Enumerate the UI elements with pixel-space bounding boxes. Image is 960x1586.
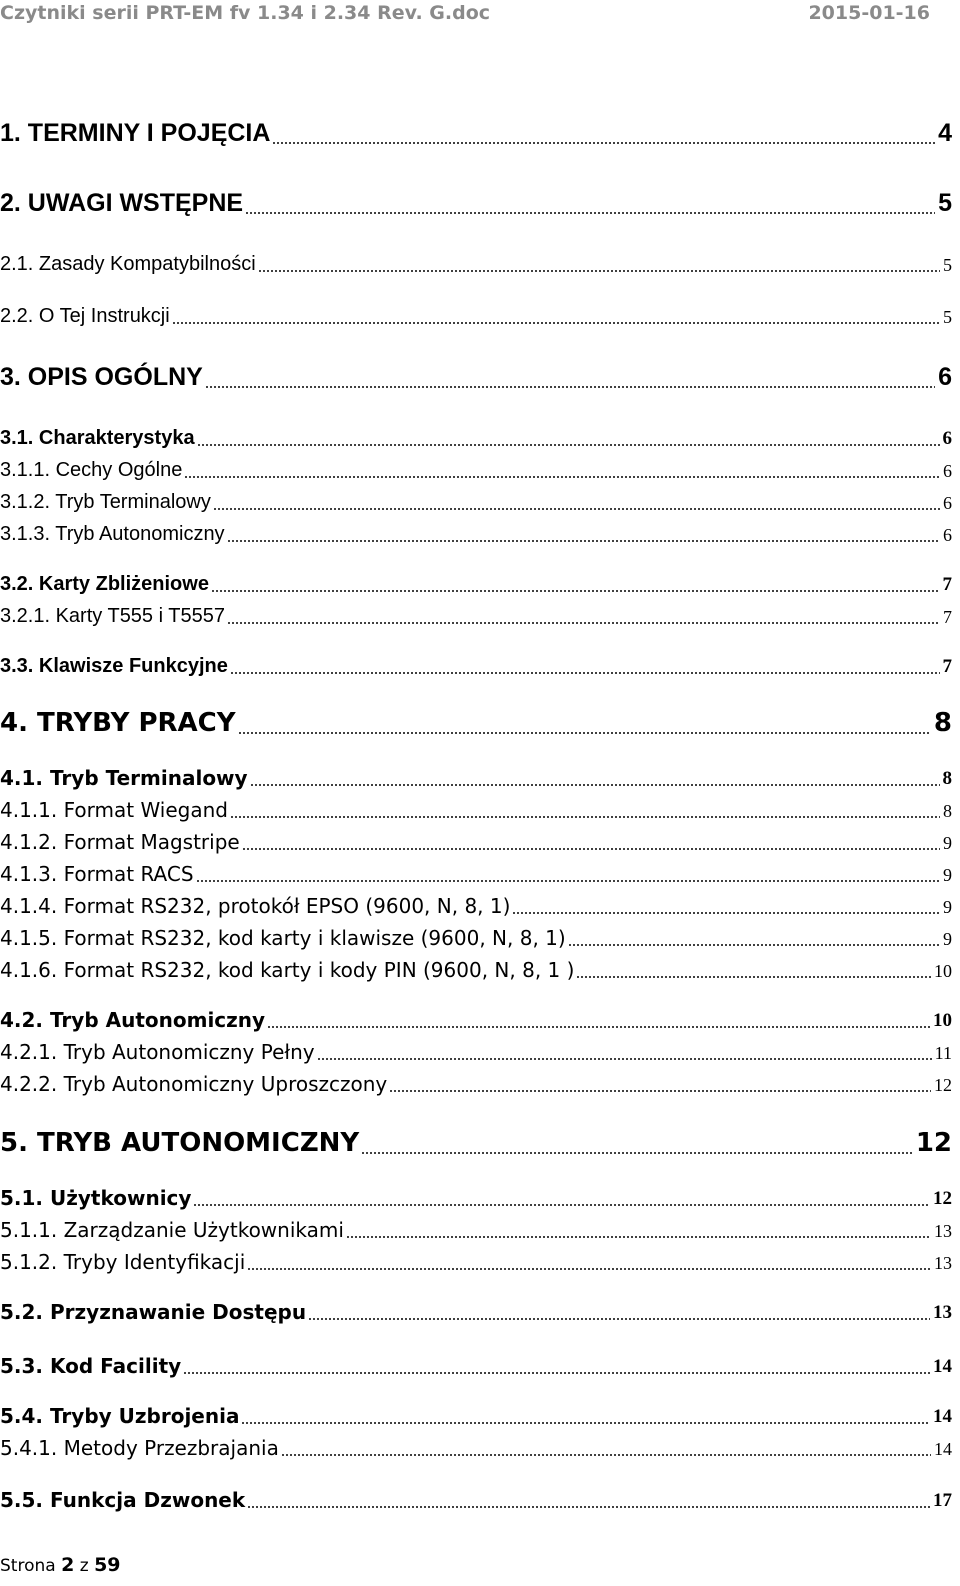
toc-entry[interactable] [0, 1034, 952, 1064]
toc-entry-page: 5 [938, 189, 952, 217]
toc-entry-title: 5.3. Kod Facility [0, 1354, 182, 1378]
toc-entry-page: 6 [943, 461, 952, 481]
document-date: 2015-01-16 [808, 2, 930, 24]
dot-leader [227, 540, 940, 542]
dot-leader [211, 590, 940, 592]
toc-entry-title: 4.1.6. Format RS232, kod karty i kody PIN (9600, N, 8, 1 ) [0, 958, 575, 982]
toc-entry-page: 8 [933, 708, 952, 738]
footer-total-pages: 59 [94, 1554, 121, 1576]
toc-entry-page: 13 [933, 1302, 952, 1323]
toc-entry[interactable] [0, 1430, 952, 1460]
toc-entry-title: 3.1.2. Tryb Terminalowy [0, 491, 211, 513]
toc-entry-title: 3.3. Klawisze Funkcyjne [0, 655, 228, 677]
dot-leader [183, 1372, 930, 1374]
toc-entry[interactable] [0, 1122, 952, 1158]
toc-entry-title: 5.5. Funkcja Dzwonek [0, 1488, 246, 1512]
toc-entry-title: 2.1. Zasady Kompatybilności [0, 253, 256, 275]
dot-leader [308, 1318, 930, 1320]
toc-entry[interactable] [0, 246, 952, 276]
dot-leader [267, 1026, 930, 1028]
toc-entry[interactable] [0, 452, 952, 482]
dot-leader [247, 1506, 930, 1508]
toc-entry[interactable] [0, 1244, 952, 1274]
toc-entry-page: 6 [938, 363, 952, 391]
toc-entry[interactable] [0, 792, 952, 822]
dot-leader [317, 1058, 932, 1060]
toc-entry[interactable] [0, 1002, 952, 1032]
toc-entry[interactable] [0, 484, 952, 514]
toc-entry-page: 9 [943, 865, 952, 885]
toc-entry-title: 2. UWAGI WSTĘPNE [0, 189, 244, 217]
toc-entry[interactable] [0, 182, 952, 218]
toc-entry[interactable] [0, 888, 952, 918]
dot-leader [247, 1268, 931, 1270]
dot-leader [230, 816, 940, 818]
toc-entry-title: 3.2.1. Karty T555 i T5557 [0, 605, 225, 627]
toc-entry-title: 5.2. Przyznawanie Dostępu [0, 1300, 307, 1324]
toc-entry-page: 7 [942, 656, 952, 677]
toc-entry[interactable] [0, 648, 952, 678]
dot-leader [361, 1152, 913, 1154]
toc-entry-title: 4.2.2. Tryb Autonomiczny Uproszczony [0, 1072, 388, 1096]
dot-leader [250, 784, 940, 786]
dot-leader [213, 508, 940, 510]
toc-entry-title: 4.2. Tryb Autonomiczny [0, 1008, 266, 1032]
toc-entry-page: 6 [943, 525, 952, 545]
toc-entry-page: 14 [934, 1439, 952, 1459]
dot-leader [568, 944, 940, 946]
dot-leader [205, 386, 935, 388]
toc-entry-page: 9 [943, 833, 952, 853]
toc-entry[interactable] [0, 702, 952, 738]
page-footer [0, 1554, 121, 1576]
toc-entry-title: 4. TRYBY PRACY [0, 708, 236, 738]
toc-entry-page: 7 [942, 574, 952, 595]
dot-leader [272, 142, 935, 144]
dot-leader [576, 976, 931, 978]
page-header [0, 0, 960, 30]
toc-entry-page: 4 [938, 119, 952, 147]
toc-entry-page: 13 [934, 1221, 952, 1241]
toc-entry-page: 9 [943, 897, 952, 917]
toc-entry-title: 4.1.4. Format RS232, protokół EPSO (9600, N, 8, 1) [0, 894, 511, 918]
toc-entry-page: 17 [933, 1490, 952, 1511]
toc-entry-page: 14 [933, 1406, 952, 1427]
toc-entry-title: 3. OPIS OGÓLNY [0, 363, 203, 391]
toc-entry[interactable] [0, 356, 952, 392]
toc-entry-title: 3.1.3. Tryb Autonomiczny [0, 523, 225, 545]
toc-entry-title: 3.1. Charakterystyka [0, 427, 195, 449]
toc-entry-title: 2.2. O Tej Instrukcji [0, 305, 170, 327]
dot-leader [197, 444, 940, 446]
toc-entry-page: 12 [934, 1075, 952, 1095]
toc-entry[interactable] [0, 952, 952, 982]
toc-entry-title: 5.4.1. Metody Przezbrajania [0, 1436, 279, 1460]
toc-entry[interactable] [0, 516, 952, 546]
toc-entry[interactable] [0, 420, 952, 450]
dot-leader [227, 622, 940, 624]
toc-entry-page: 10 [933, 1010, 952, 1031]
dot-leader [230, 672, 940, 674]
toc-entry-page: 13 [934, 1253, 952, 1273]
toc-entry-page: 7 [943, 607, 952, 627]
toc-entry-title: 1. TERMINY I POJĘCIA [0, 119, 271, 147]
toc-entry-title: 5.1.1. Zarządzanie Użytkownikami [0, 1218, 344, 1242]
toc-entry-page: 8 [942, 768, 952, 789]
dot-leader [238, 732, 931, 734]
toc-entry-page: 10 [934, 961, 952, 981]
toc-entry-title: 4.1.3. Format RACS [0, 862, 194, 886]
toc-entry-page: 12 [915, 1128, 952, 1158]
dot-leader [281, 1454, 931, 1456]
document-title: Czytniki serii PRT-EM fv 1.34 i 2.34 Rev. G.doc [0, 2, 491, 24]
toc-entry[interactable] [0, 1180, 952, 1210]
dot-leader [241, 1422, 930, 1424]
toc-entry[interactable] [0, 1066, 952, 1096]
dot-leader [196, 880, 940, 882]
toc-entry-page: 12 [933, 1188, 952, 1209]
toc-entry[interactable] [0, 1212, 952, 1242]
toc-entry-title: 4.1.2. Format Magstripe [0, 830, 240, 854]
toc-entry-page: 5 [943, 255, 952, 275]
toc-entry[interactable] [0, 1348, 952, 1378]
toc-entry[interactable] [0, 298, 952, 328]
footer-prefix: Strona [0, 1556, 56, 1576]
dot-leader [245, 212, 935, 214]
dot-leader [346, 1236, 931, 1238]
toc-entry-title: 5.1. Użytkownicy [0, 1186, 192, 1210]
toc-entry[interactable] [0, 112, 952, 148]
toc-entry-page: 8 [943, 801, 952, 821]
toc-entry[interactable] [0, 1398, 952, 1428]
dot-leader [389, 1090, 931, 1092]
toc-entry-page: 11 [934, 1043, 952, 1063]
toc-entry-title: 3.1.1. Cechy Ogólne [0, 459, 183, 481]
toc-entry-page: 6 [942, 428, 952, 449]
toc-entry-page: 14 [933, 1356, 952, 1377]
toc-entry[interactable] [0, 566, 952, 596]
dot-leader [184, 476, 940, 478]
toc-entry[interactable] [0, 856, 952, 886]
toc-entry[interactable] [0, 760, 952, 790]
dot-leader [193, 1204, 930, 1206]
toc-entry-title: 4.1. Tryb Terminalowy [0, 766, 248, 790]
toc-entry[interactable] [0, 824, 952, 854]
footer-page-number: 2 [61, 1554, 75, 1576]
toc-entry-page: 9 [943, 929, 952, 949]
dot-leader [172, 322, 940, 324]
toc-entry-title: 4.1.5. Format RS232, kod karty i klawisze (9600, N, 8, 1) [0, 926, 566, 950]
toc-entry[interactable] [0, 1294, 952, 1324]
toc-entry-page: 5 [943, 307, 952, 327]
footer-separator: z [79, 1556, 89, 1576]
dot-leader [258, 270, 940, 272]
dot-leader [242, 848, 940, 850]
toc-entry[interactable] [0, 920, 952, 950]
toc-entry-title: 5.1.2. Tryby Identyfikacji [0, 1250, 246, 1274]
toc-entry[interactable] [0, 1482, 952, 1512]
toc-entry-title: 5. TRYB AUTONOMICZNY [0, 1128, 360, 1158]
toc-entry[interactable] [0, 598, 952, 628]
toc-entry-title: 5.4. Tryby Uzbrojenia [0, 1404, 240, 1428]
toc-entry-title: 4.1.1. Format Wiegand [0, 798, 228, 822]
toc-entry-title: 3.2. Karty Zbliżeniowe [0, 573, 209, 595]
toc-entry-title: 4.2.1. Tryb Autonomiczny Pełny [0, 1040, 315, 1064]
dot-leader [512, 912, 940, 914]
toc-entry-page: 6 [943, 493, 952, 513]
